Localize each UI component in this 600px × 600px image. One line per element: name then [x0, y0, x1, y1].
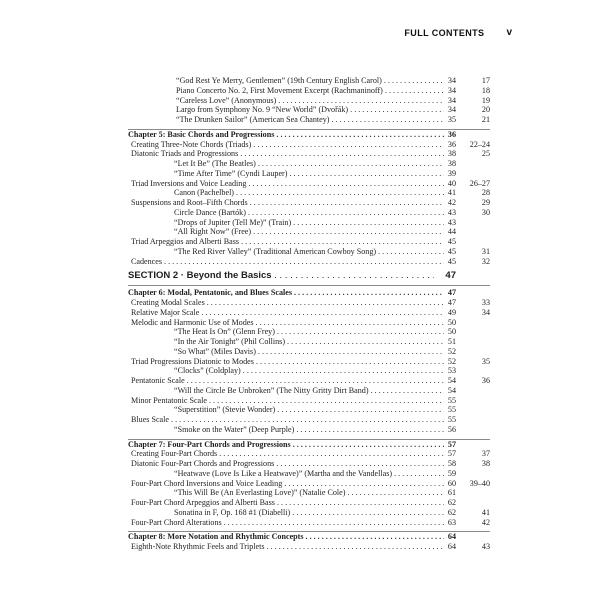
entry-page: 43 [444, 208, 456, 218]
entry-page: 36 [444, 140, 456, 150]
entry-page: 59 [444, 469, 456, 479]
topic-row [128, 449, 490, 459]
entry-track-number: 28 [481, 188, 490, 198]
table-of-contents [128, 76, 490, 552]
topic-row [128, 459, 490, 469]
section-heading [128, 269, 490, 286]
entry-track-number: 22–24 [469, 139, 490, 149]
entry-title: “In the Air Tonight” (Phil Collins) . . . [174, 337, 444, 347]
entry-page: 57 [444, 440, 456, 450]
entry-title: Chapter 6: Modal, Pentatonic, and Blues Scales . . . [128, 288, 444, 298]
topic-row [128, 237, 490, 247]
entry-title: “Heatwave (Love Is Like a Heatwave)” (Martha and the Vandellas) . . . [174, 469, 444, 479]
entry-page: 55 [444, 405, 456, 415]
entry-track-number: 41 [481, 507, 490, 517]
example-row [128, 469, 490, 479]
entry-page: 35 [444, 115, 456, 125]
entry-title: “Superstition” (Stevie Wonder) . . . [174, 405, 444, 415]
entry-page: 52 [444, 357, 456, 367]
topic-row [128, 415, 490, 425]
entry-title: Diatonic Triads and Progressions . . . [131, 149, 444, 159]
entry-title: “This Will Be (An Everlasting Love)” (Natalie Cole) . . . [174, 488, 444, 498]
entry-title: “Careless Love” (Anonymous) . . . [176, 96, 446, 106]
page-header [404, 27, 512, 38]
entry-title: Largo from Symphony No. 9 “New World” (Dvořák) . . . [176, 105, 446, 115]
entry-title: Eighth-Note Rhythmic Feels and Triplets . . . [131, 542, 444, 552]
example-row [128, 227, 490, 237]
entry-track-number: 31 [481, 246, 490, 256]
entry-title: “All Right Now” (Free) . . . [174, 227, 444, 237]
example-row [128, 188, 490, 198]
entry-track-number: 33 [481, 298, 490, 307]
example-row [128, 96, 490, 106]
entry-page: 56 [444, 425, 456, 435]
entry-title: “God Rest Ye Merry, Gentlemen” (19th Century English Carol) . . . [176, 76, 446, 86]
example-row [128, 488, 490, 498]
example-row [128, 247, 490, 257]
entry-title: Canon (Pachelbel) . . . [174, 188, 444, 198]
entry-title: “Will the Circle Be Unbroken” (The Nitty Gritty Dirt Band) . . . [174, 386, 444, 396]
entry-page: 64 [444, 532, 456, 542]
entry-title: Cadences . . . [131, 257, 444, 267]
chapter-row [128, 288, 490, 298]
entry-page: 34 [444, 86, 456, 96]
topic-row [128, 479, 490, 489]
entry-track-number: 39–40 [469, 478, 490, 488]
topic-row [128, 396, 490, 406]
example-row [128, 115, 490, 125]
entry-title: “The Drunken Sailor” (American Sea Chantey) . . . [176, 115, 446, 125]
entry-page: 54 [444, 376, 456, 386]
entry-track-number: 29 [481, 198, 490, 207]
entry-page: 55 [444, 415, 456, 425]
example-row [128, 159, 490, 169]
chapter-row [128, 129, 490, 140]
page-number: v [506, 27, 512, 38]
entry-page: 45 [444, 247, 456, 257]
example-row [128, 76, 490, 86]
example-row [128, 218, 490, 228]
topic-row [128, 198, 490, 208]
entry-page: 41 [444, 188, 456, 198]
running-title: FULL CONTENTS [404, 27, 485, 38]
entry-track-number: 20 [481, 105, 490, 115]
entry-track-number: 17 [481, 76, 490, 85]
example-row [128, 425, 490, 435]
entry-title: Chapter 8: More Notation and Rhythmic Concepts . . . [128, 532, 444, 542]
entry-track-number: 35 [481, 356, 490, 366]
entry-page: 38 [444, 149, 456, 159]
entry-title: Circle Dance (Bartók) . . . [174, 208, 444, 218]
example-row [128, 508, 490, 518]
entry-track-number: 36 [481, 376, 490, 385]
entry-page: 36 [444, 130, 456, 140]
entry-page: 42 [444, 198, 456, 208]
entry-page: 45 [444, 257, 456, 267]
example-row [128, 169, 490, 179]
entry-page: 53 [444, 366, 456, 376]
topic-row [128, 542, 490, 552]
entry-title: Sonatina in F, Op. 168 #1 (Diabelli) . . . [174, 508, 444, 518]
entry-track-number: 32 [481, 256, 490, 266]
entry-page: 38 [444, 159, 456, 169]
entry-title: “Drops of Jupiter (Tell Me)” (Train) . . . [174, 218, 444, 228]
topic-row [128, 140, 490, 150]
entry-track-number: 25 [481, 149, 490, 159]
entry-title: Creating Modal Scales . . . [131, 298, 444, 308]
entry-title: “The Heat Is On” (Glenn Frey) . . . [174, 327, 444, 337]
entry-page: 44 [444, 227, 456, 237]
entry-title: Minor Pentatonic Scale . . . [131, 396, 444, 406]
entry-title: Pentatonic Scale . . . [131, 376, 444, 386]
entry-title: Four-Part Chord Inversions and Voice Leading . . . [131, 479, 444, 489]
entry-title: “Smoke on the Water” (Deep Purple) . . . [174, 425, 444, 435]
entry-title: Suspensions and Root–Fifth Chords . . . [131, 198, 444, 208]
entry-title: Diatonic Four-Part Chords and Progressions . . . [131, 459, 444, 469]
entry-track-number: 37 [481, 449, 490, 459]
entry-page: 50 [444, 327, 456, 337]
entry-track-number: 30 [481, 207, 490, 217]
topic-row [128, 498, 490, 508]
entry-page: 61 [444, 488, 456, 498]
entry-track-number: 26–27 [469, 178, 490, 188]
entry-page: 51 [444, 337, 456, 347]
entry-track-number: 19 [481, 95, 490, 105]
entry-page: 55 [444, 396, 456, 406]
entry-title: “So What” (Miles Davis) . . . [174, 347, 444, 357]
chapter-row [128, 531, 490, 542]
example-row [128, 327, 490, 337]
entry-page: 34 [444, 96, 456, 106]
topic-row [128, 179, 490, 189]
entry-title: Triad Progressions Diatonic to Modes . . . [131, 357, 444, 367]
section-page: 47 [434, 269, 456, 283]
entry-title: Triad Inversions and Voice Leading . . . [131, 179, 444, 189]
entry-page: 57 [444, 449, 456, 459]
entry-title: Chapter 5: Basic Chords and Progressions . . . [128, 130, 444, 140]
entry-title: Melodic and Harmonic Use of Modes . . . [131, 318, 444, 328]
topic-row [128, 149, 490, 159]
example-row [128, 405, 490, 415]
entry-title: “The Red River Valley” (Traditional American Cowboy Song) . . . [174, 247, 444, 257]
entry-title: Relative Major Scale . . . [131, 308, 444, 318]
entry-title: Chapter 7: Four-Part Chords and Progressions . . . [128, 440, 444, 450]
entry-title: “Let It Be” (The Beatles) . . . [174, 159, 444, 169]
entry-title: Piano Concerto No. 2, First Movement Excerpt (Rachmaninoff) . . . [176, 86, 446, 96]
entry-page: 62 [444, 498, 456, 508]
entry-page: 49 [444, 308, 456, 318]
entry-title: “Clocks” (Coldplay) . . . [174, 366, 444, 376]
entry-title: Four-Part Chord Arpeggios and Alberti Bass . . . [131, 498, 444, 508]
example-row [128, 347, 490, 357]
example-row [128, 208, 490, 218]
topic-row [128, 298, 490, 308]
chapter-row [128, 439, 490, 450]
entry-page: 45 [444, 237, 456, 247]
entry-page: 34 [444, 76, 456, 86]
example-row [128, 86, 490, 96]
entry-page: 64 [444, 542, 456, 552]
entry-page: 34 [444, 105, 456, 115]
topic-row [128, 308, 490, 318]
entry-title: Creating Four-Part Chords . . . [131, 449, 444, 459]
topic-row [128, 376, 490, 386]
entry-page: 47 [444, 288, 456, 298]
entry-page: 50 [444, 318, 456, 328]
entry-page: 52 [444, 347, 456, 357]
topic-row [128, 257, 490, 267]
entry-title: “Time After Time” (Cyndi Lauper) . . . [174, 169, 444, 179]
example-row [128, 337, 490, 347]
entry-track-number: 43 [481, 542, 490, 551]
entry-page: 62 [444, 508, 456, 518]
topic-row [128, 518, 490, 528]
entry-page: 63 [444, 518, 456, 528]
example-row [128, 366, 490, 376]
topic-row [128, 357, 490, 367]
entry-page: 40 [444, 179, 456, 189]
entry-track-number: 18 [481, 85, 490, 95]
entry-title: Creating Three-Note Chords (Triads) . . . [131, 140, 444, 150]
entry-page: 60 [444, 479, 456, 489]
entry-page: 58 [444, 459, 456, 469]
entry-title: Triad Arpeggios and Alberti Bass . . . [131, 237, 444, 247]
entry-track-number: 34 [481, 307, 490, 317]
entry-track-number: 42 [481, 517, 490, 527]
entry-track-number: 38 [481, 459, 490, 468]
entry-page: 47 [444, 298, 456, 308]
entry-title: Four-Part Chord Alterations . . . [131, 518, 444, 528]
example-row [128, 105, 490, 115]
entry-title: Blues Scale . . . [131, 415, 444, 425]
entry-page: 39 [444, 169, 456, 179]
entry-track-number: 21 [481, 115, 490, 124]
section-title: SECTION 2 · Beyond the Basics . . . [128, 269, 444, 283]
example-row [128, 386, 490, 396]
topic-row [128, 318, 490, 328]
entry-page: 43 [444, 218, 456, 228]
entry-page: 54 [444, 386, 456, 396]
